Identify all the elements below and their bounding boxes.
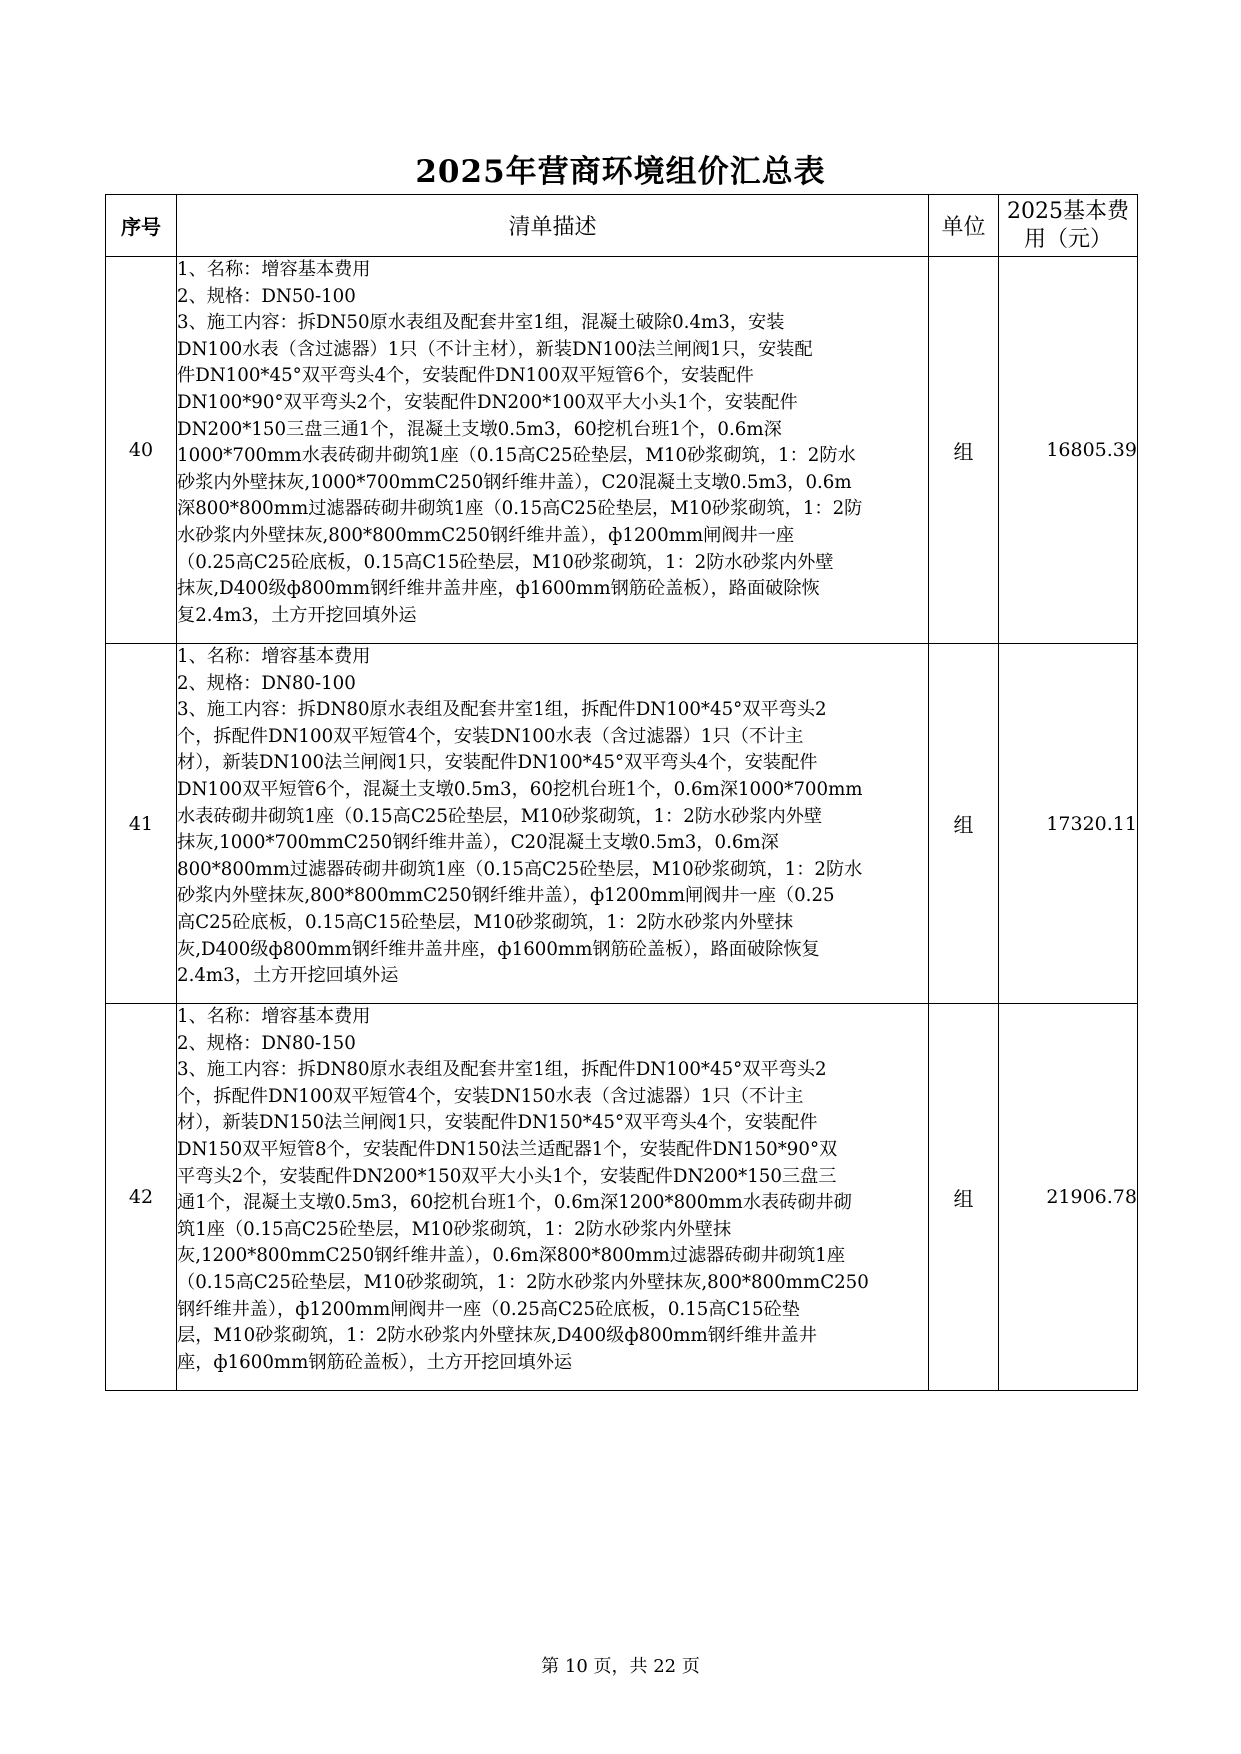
description-line: DN150双平短管8个，安装配件DN150法兰适配器1个，安装配件DN150*90°双 — [177, 1138, 838, 1160]
description-line: 2.4m3，土方开挖回填外运 — [177, 965, 399, 987]
row-description — [177, 644, 929, 1004]
header-fee — [999, 195, 1138, 257]
row-seq: 41 — [106, 644, 177, 1004]
description-line: 水表砖砌井砌筑1座（0.15高C25砼垫层，M10砂浆砌筑，1：2防水砂浆内外壁 — [177, 805, 823, 827]
description-line: 材），新装DN150法兰闸阀1只，安装配件DN150*45°双平弯头4个，安装配件 — [177, 1112, 818, 1134]
description-line: 层，M10砂浆砌筑，1：2防水砂浆内外壁抹灰,D400级ф800mm钢纤维井盖井 — [177, 1325, 817, 1347]
description-line: 通1个，混凝土支墩0.5m3，60挖机台班1个，0.6m深1200*800mm水表砖砌井砌 — [177, 1192, 852, 1214]
description-line: 钢纤维井盖），ф1200mm闸阀井一座（0.25高C25砼底板，0.15高C15砼垫 — [177, 1298, 800, 1320]
description-line: 个，拆配件DN100双平短管4个，安装DN100水表（含过滤器）1只（不计主 — [177, 725, 804, 747]
description-line: 件DN100*45°双平弯头4个，安装配件DN100双平短管6个，安装配件 — [177, 365, 754, 387]
header-fee-line2: 用（元） — [1023, 226, 1112, 252]
header-fee-line1: 2025基本费 — [1007, 198, 1129, 224]
description-line: 2、规格：DN80-100 — [177, 672, 356, 694]
description-line: 复2.4m3，土方开挖回填外运 — [177, 604, 417, 626]
header-description: 清单描述 — [177, 195, 929, 257]
row-seq: 40 — [106, 257, 177, 644]
description-line: 灰,1200*800mmC250钢纤维井盖），0.6m深800*800mm过滤器砖砌井砌筑1座 — [177, 1245, 846, 1267]
description-line: 1000*700mm水表砖砌井砌筑1座（0.15高C25砼垫层，M10砂浆砌筑，1：2防水 — [177, 445, 856, 467]
description-line: 抹灰,D400级ф800mm钢纤维井盖井座，ф1600mm钢筋砼盖板），路面破除恢 — [177, 578, 820, 600]
description-line: 平弯头2个，安装配件DN200*150双平大小头1个，安装配件DN200*150三盘三 — [177, 1165, 837, 1187]
header-unit: 单位 — [929, 195, 999, 257]
table-row — [106, 644, 1138, 1004]
row-fee: 16805.39 — [999, 257, 1138, 644]
description-line: （0.25高C25砼底板，0.15高C15砼垫层，M10砂浆砌筑，1：2防水砂浆内外壁 — [177, 551, 834, 573]
description-line: 灰,D400级ф800mm钢纤维井盖井座，ф1600mm钢筋砼盖板），路面破除恢复 — [177, 938, 820, 960]
row-unit: 组 — [929, 257, 999, 644]
description-line: 3、施工内容：拆DN50原水表组及配套井室1组，混凝土破除0.4m3，安装 — [177, 312, 785, 334]
description-line: DN100双平短管6个，混凝土支墩0.5m3，60挖机台班1个，0.6m深1000*700mm — [177, 778, 863, 800]
table-row — [106, 1004, 1138, 1391]
description-line: 深800*800mm过滤器砖砌井砌筑1座（0.15高C25砼垫层，M10砂浆砌筑，1：2防 — [177, 498, 863, 520]
description-line: （0.15高C25砼垫层，M10砂浆砌筑，1：2防水砂浆内外壁抹灰,800*800mmC250 — [177, 1271, 869, 1293]
page-footer: 第 10 页，共 22 页 — [541, 1656, 700, 1677]
row-description — [177, 257, 929, 644]
description-line: 筑1座（0.15高C25砼垫层，M10砂浆砌筑，1：2防水砂浆内外壁抹 — [177, 1218, 732, 1240]
description-line: DN200*150三盘三通1个，混凝土支墩0.5m3，60挖机台班1个，0.6m深 — [177, 418, 782, 440]
table-row — [106, 257, 1138, 644]
description-line: 2、规格：DN80-150 — [177, 1032, 356, 1054]
description-line: 1、名称：增容基本费用 — [177, 259, 371, 280]
description-line: 砂浆内外壁抹灰,800*800mmC250钢纤维井盖），ф1200mm闸阀井一座（0.25 — [177, 885, 835, 907]
table-header-row — [106, 195, 1138, 257]
description-line: 高C25砼底板，0.15高C15砼垫层，M10砂浆砌筑，1：2防水砂浆内外壁抹 — [177, 911, 794, 933]
description-line: 2、规格：DN50-100 — [177, 285, 356, 307]
description-line: 座，ф1600mm钢筋砼盖板），土方开挖回填外运 — [177, 1351, 573, 1373]
row-description — [177, 1004, 929, 1391]
row-unit: 组 — [929, 644, 999, 1004]
description-line: 3、施工内容：拆DN80原水表组及配套井室1组，拆配件DN100*45°双平弯头2 — [177, 1059, 827, 1081]
row-fee: 17320.11 — [999, 644, 1138, 1004]
price-summary-table — [105, 194, 1138, 1391]
row-fee: 21906.78 — [999, 1004, 1138, 1391]
description-line: 材），新装DN100法兰闸阀1只，安装配件DN100*45°双平弯头4个，安装配件 — [177, 752, 818, 774]
page-title: 2025年营商环境组价汇总表 — [415, 154, 826, 190]
description-line: 抹灰,1000*700mmC250钢纤维井盖），C20混凝土支墩0.5m3，0.6m深 — [177, 832, 779, 854]
description-line: 1、名称：增容基本费用 — [177, 646, 371, 667]
description-line: 个，拆配件DN100双平短管4个，安装DN150水表（含过滤器）1只（不计主 — [177, 1085, 804, 1107]
row-unit: 组 — [929, 1004, 999, 1391]
description-line: 1、名称：增容基本费用 — [177, 1006, 371, 1027]
description-line: 砂浆内外壁抹灰,1000*700mmC250钢纤维井盖），C20混凝土支墩0.5m3，0.6m — [177, 471, 852, 493]
description-line: 800*800mm过滤器砖砌井砌筑1座（0.15高C25砼垫层，M10砂浆砌筑，1：2防水 — [177, 858, 863, 880]
description-line: DN100水表（含过滤器）1只（不计主材），新装DN100法兰闸阀1只，安装配 — [177, 338, 813, 360]
row-seq: 42 — [106, 1004, 177, 1391]
description-line: DN100*90°双平弯头2个，安装配件DN200*100双平大小头1个，安装配件 — [177, 391, 798, 413]
header-seq: 序号 — [106, 195, 177, 257]
description-line: 水砂浆内外壁抹灰,800*800mmC250钢纤维井盖），ф1200mm闸阀井一座 — [177, 524, 795, 546]
table-body — [106, 257, 1138, 1391]
description-line: 3、施工内容：拆DN80原水表组及配套井室1组，拆配件DN100*45°双平弯头2 — [177, 699, 827, 721]
